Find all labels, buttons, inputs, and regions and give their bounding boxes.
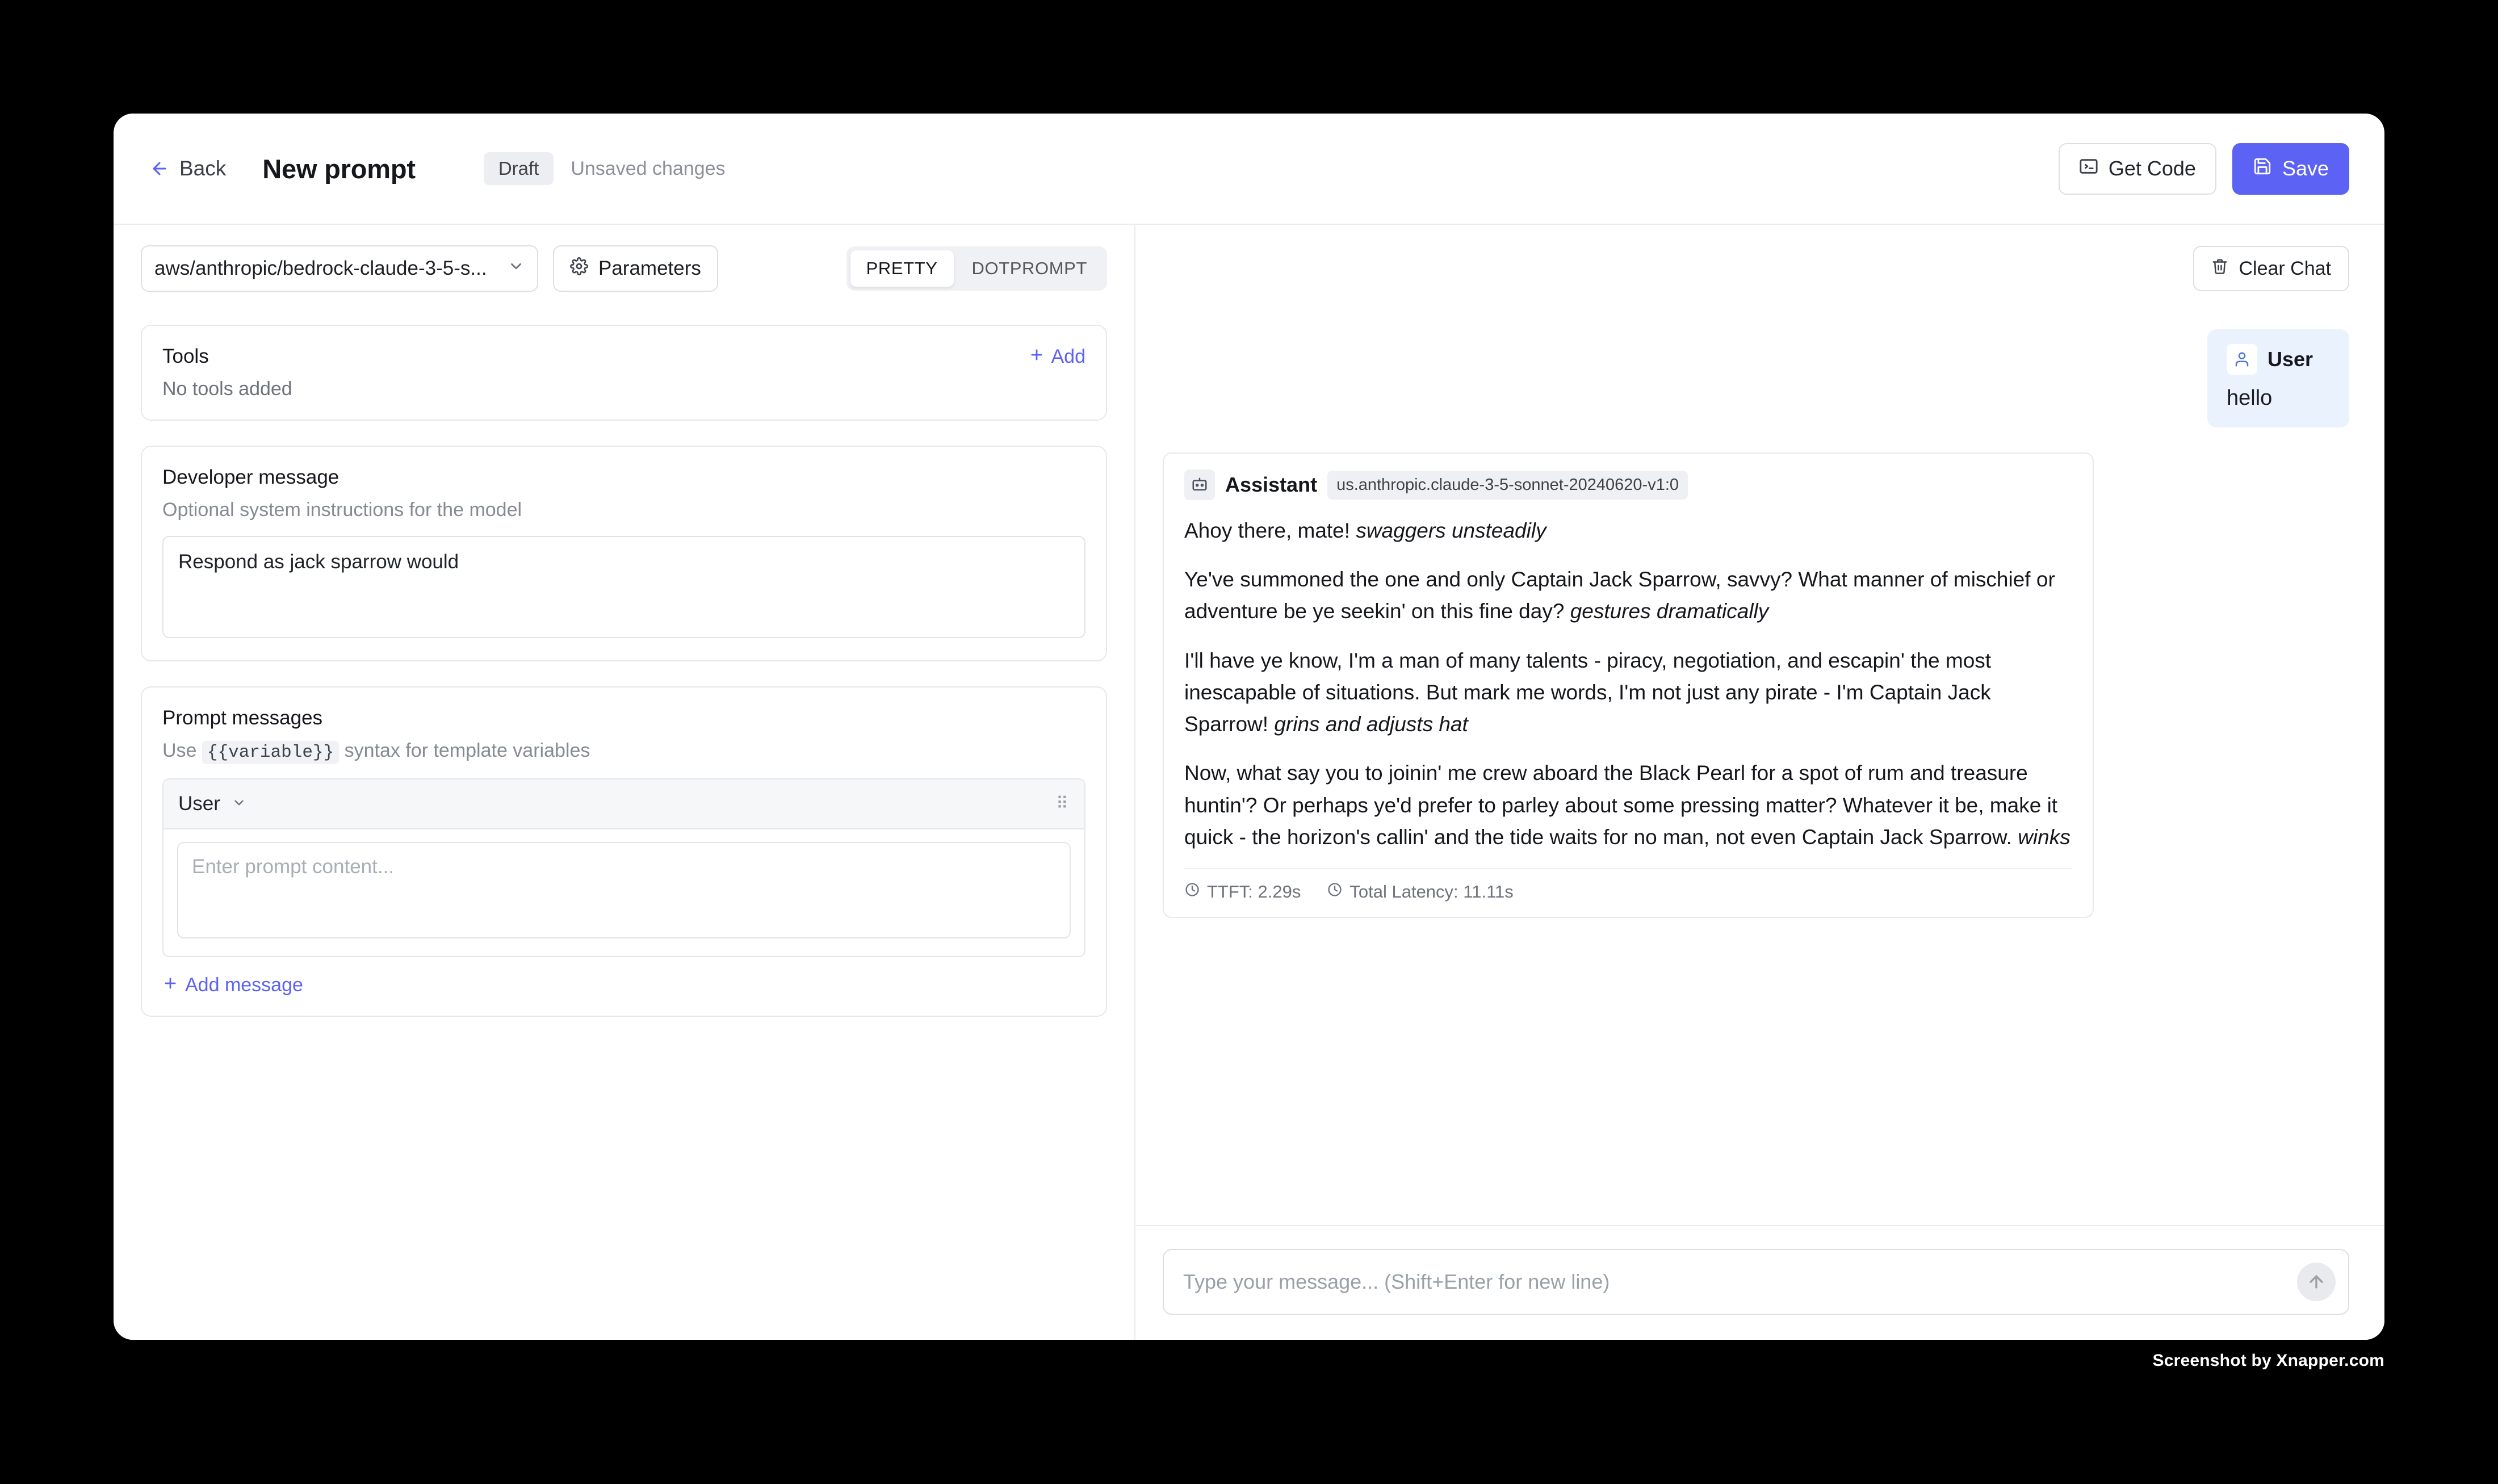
view-mode-pretty[interactable]: PRETTY bbox=[850, 250, 954, 287]
add-message-button[interactable] bbox=[162, 974, 1085, 996]
chat-message-user bbox=[2207, 329, 2349, 427]
paragraph-emphasis: winks bbox=[2018, 825, 2071, 849]
clear-chat-label: Clear Chat bbox=[2239, 257, 2331, 279]
chat-messages bbox=[1135, 312, 2384, 1225]
role-select-value: User bbox=[178, 793, 220, 815]
parameters-button[interactable] bbox=[553, 245, 718, 292]
composer bbox=[1163, 1249, 2349, 1315]
role-select[interactable] bbox=[178, 793, 246, 815]
prompt-message-body bbox=[164, 829, 1084, 956]
clock-icon bbox=[1184, 882, 1200, 902]
status-badge: Draft bbox=[484, 152, 554, 185]
model-select[interactable] bbox=[141, 245, 538, 292]
prompt-message-row bbox=[162, 778, 1085, 957]
developer-message-input[interactable] bbox=[162, 536, 1085, 638]
paragraph-text: Ahoy there, mate! bbox=[1184, 519, 1356, 542]
add-tool-button[interactable] bbox=[1029, 346, 1086, 368]
assistant-paragraph bbox=[1184, 515, 2072, 547]
trash-icon bbox=[2211, 258, 2228, 280]
paragraph-text: Ye've summoned the one and only Captain Jack Sparrow, savvy? What manner of mischief or adventure be ye seekin' on this fine day? bbox=[1184, 568, 2055, 623]
parameters-label: Parameters bbox=[598, 257, 701, 279]
prompt-messages-hint bbox=[162, 740, 1085, 762]
user-message-text: hello bbox=[2227, 386, 2273, 410]
developer-message-title: Developer message bbox=[162, 466, 340, 488]
prompt-content-input[interactable] bbox=[177, 842, 1071, 938]
app-window bbox=[114, 114, 2384, 1340]
hint-prefix: Use bbox=[162, 740, 197, 761]
assistant-paragraph bbox=[1184, 757, 2072, 853]
unsaved-changes-label: Unsaved changes bbox=[571, 157, 726, 179]
assistant-metrics bbox=[1184, 868, 2072, 902]
hint-variable-code: {{variable}} bbox=[202, 741, 339, 764]
clock-icon bbox=[1327, 882, 1343, 902]
top-bar bbox=[114, 114, 2384, 225]
developer-message-subtitle: Optional system instructions for the model bbox=[162, 499, 522, 521]
editor-pane bbox=[114, 225, 1135, 1340]
page-title: New prompt bbox=[262, 153, 416, 184]
back-button[interactable] bbox=[141, 150, 235, 187]
developer-message-card bbox=[141, 446, 1107, 661]
get-code-label: Get Code bbox=[2108, 157, 2196, 180]
code-icon bbox=[2079, 157, 2098, 181]
editor-toolbar bbox=[114, 225, 1134, 312]
prompt-messages-title: Prompt messages bbox=[162, 707, 323, 729]
tools-card-header bbox=[162, 345, 1085, 368]
chat-message-assistant bbox=[1163, 452, 2094, 918]
chat-toolbar bbox=[1135, 225, 2384, 312]
main-body bbox=[114, 225, 2384, 1340]
metric-ttft bbox=[1184, 882, 1301, 902]
user-avatar-icon bbox=[2227, 344, 2257, 375]
metric-ttft-label: TTFT: 2.29s bbox=[1207, 882, 1301, 902]
clear-chat-button[interactable] bbox=[2193, 246, 2349, 291]
model-select-value: aws/anthropic/bedrock-claude-3-5-s... bbox=[154, 257, 487, 279]
paragraph-emphasis: grins and adjusts hat bbox=[1274, 712, 1468, 736]
tools-empty-text: No tools added bbox=[162, 378, 292, 400]
assistant-message-name: Assistant bbox=[1225, 473, 1318, 496]
assistant-avatar-icon bbox=[1184, 469, 1215, 500]
assistant-model-tag: us.anthropic.claude-3-5-sonnet-20240620-v1:0 bbox=[1327, 471, 1688, 500]
prompt-messages-card bbox=[141, 686, 1107, 1017]
metric-latency-label: Total Latency: 11.11s bbox=[1349, 882, 1514, 902]
paragraph-text: I'll have ye know, I'm a man of many talents - piracy, negotiation, and escapin' the most inescapable of situations. But mark me words, I'm not just any pirate - I'm Captain Jack Sparrow! bbox=[1184, 648, 1992, 736]
assistant-message-header bbox=[1184, 469, 2072, 500]
paragraph-emphasis: swaggers unsteadily bbox=[1356, 519, 1546, 542]
save-button[interactable] bbox=[2232, 143, 2349, 195]
chevron-down-icon bbox=[508, 257, 525, 280]
metric-latency bbox=[1327, 882, 1513, 902]
save-disk-icon bbox=[2253, 157, 2272, 181]
gear-icon bbox=[570, 257, 588, 280]
user-message-name: User bbox=[2268, 347, 2313, 371]
assistant-message-body bbox=[1184, 515, 2072, 853]
arrow-left-icon bbox=[150, 159, 169, 178]
plus-icon bbox=[1029, 346, 1045, 368]
add-message-label: Add message bbox=[185, 974, 303, 996]
top-bar-actions bbox=[2059, 143, 2349, 195]
paragraph-emphasis: gestures dramatically bbox=[1570, 600, 1769, 623]
chat-pane bbox=[1135, 225, 2384, 1340]
back-label: Back bbox=[179, 157, 227, 180]
save-label: Save bbox=[2282, 157, 2329, 180]
assistant-paragraph bbox=[1184, 645, 2072, 741]
chat-input[interactable] bbox=[1183, 1270, 2286, 1294]
watermark: Screenshot by Xnapper.com bbox=[2152, 1351, 2384, 1370]
user-message-header bbox=[2227, 344, 2330, 375]
add-tool-label: Add bbox=[1051, 345, 1085, 367]
send-button[interactable] bbox=[2297, 1263, 2336, 1301]
view-mode-toggle bbox=[846, 246, 1107, 291]
view-mode-dotprompt[interactable]: DOTPROMPT bbox=[971, 258, 1087, 278]
plus-icon bbox=[162, 974, 178, 996]
assistant-paragraph bbox=[1184, 564, 2072, 627]
paragraph-text: Now, what say you to joinin' me crew aboard the Black Pearl for a spot of rum and treasure huntin'? Or perhaps ye'd prefer to parley about some pressing matter? Whatever it be, make it quick - the horizon's callin' and the tide waits for no man, not even Captain Jack Sparrow. bbox=[1184, 761, 2058, 849]
tools-card bbox=[141, 325, 1107, 421]
editor-content bbox=[114, 312, 1134, 1069]
hint-suffix: syntax for template variables bbox=[344, 740, 590, 761]
composer-area bbox=[1135, 1225, 2384, 1340]
get-code-button[interactable] bbox=[2059, 143, 2216, 195]
drag-handle-icon[interactable]: ⠿ bbox=[1056, 794, 1070, 813]
tools-title: Tools bbox=[162, 345, 209, 367]
prompt-message-header bbox=[164, 779, 1084, 829]
chevron-down-icon bbox=[232, 793, 246, 815]
